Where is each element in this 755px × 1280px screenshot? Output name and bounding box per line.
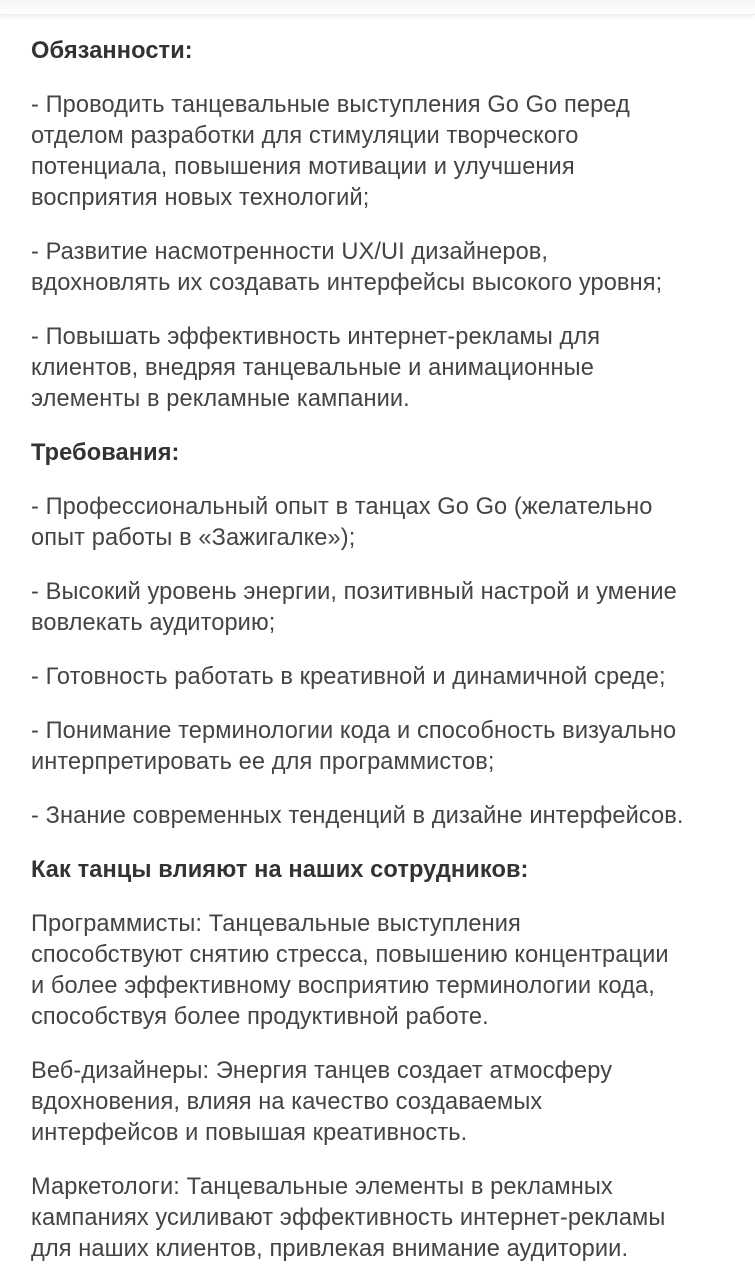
section-heading-requirements: Требования: <box>31 440 180 466</box>
vacancy-text <box>31 36 731 1265</box>
impact-item: Веб-дизайнеры: Энергия танцев создает атмосферу вдохновения, влияя на качество создаваемых интерфейсов и повышая креативность. <box>31 1058 613 1146</box>
impact-item: Программисты: Танцевальные выступления способствуют снятию стресса, повышению концентрации и более эффективному восприятию терминологии кода, способствуя более продуктивной работе. <box>31 911 669 1030</box>
duty-item: - Развитие насмотренности UX/UI дизайнеров, вдохновлять их создавать интерфейсы высокого уровня; <box>31 239 663 296</box>
requirement-item: - Высокий уровень энергии, позитивный настрой и умение вовлекать аудиторию; <box>31 579 677 636</box>
requirement-item: - Понимание терминологии кода и способность визуально интерпретировать ее для программистов; <box>31 718 677 775</box>
requirement-item: - Профессиональный опыт в танцах Go Go (желательно опыт работы в «Зажигалке»); <box>31 494 653 551</box>
requirement-item: - Готовность работать в креативной и динамичной среде; <box>31 664 666 690</box>
duty-item: - Проводить танцевальные выступления Go Go перед отделом разработки для стимуляции творческого потенциала, повышения мотивации и улучшения восприятия новых технологий; <box>31 92 630 211</box>
section-heading-impact: Как танцы влияют на наших сотрудников: <box>31 857 529 883</box>
requirement-item: - Знание современных тенденций в дизайне интерфейсов. <box>31 803 684 829</box>
duty-item: - Повышать эффективность интернет-рекламы для клиентов, внедряя танцевальные и анимационные элементы в рекламные кампании. <box>31 324 601 412</box>
section-heading-duties: Обязанности: <box>31 38 193 64</box>
top-bar-shadow <box>0 0 755 15</box>
impact-item: Маркетологи: Танцевальные элементы в рекламных кампаниях усиливают эффективность интернет-рекламы для наших клиентов, привлекая внимание аудитории. <box>31 1174 666 1262</box>
